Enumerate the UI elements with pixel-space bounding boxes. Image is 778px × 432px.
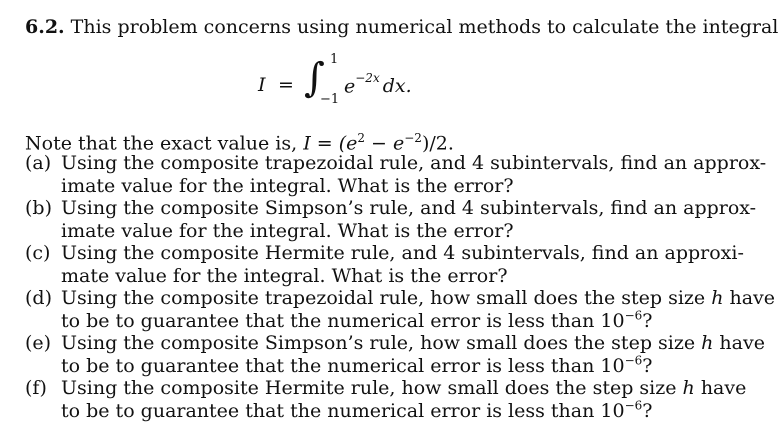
part-text (61, 242, 744, 287)
integrand-exponent: −2x (355, 71, 380, 85)
part-line-2: mate value for the integral. What is the error? (61, 264, 508, 287)
part-line-2 (61, 355, 765, 378)
note-prefix: Note that the exact value is, (25, 132, 304, 155)
part-text-segment: Using the composite Simpson’s rule, how small does the step size (61, 332, 702, 354)
integral-lower-limit: −1 (320, 92, 340, 107)
problem-parts (25, 152, 776, 422)
equation-lhs: I (258, 74, 266, 96)
step-size-symbol: h (711, 287, 724, 309)
note-formula-c: )/2. (421, 132, 454, 155)
problem-intro: This problem concerns using numerical methods to calculate the integral (70, 16, 778, 38)
part-label: (d) (25, 287, 52, 309)
part-a (25, 152, 767, 197)
part-line-1 (61, 332, 765, 355)
part-line-1: Using the composite trapezoidal rule, and 4 subintervals, find an approx- (61, 152, 767, 174)
part-label: (a) (25, 152, 52, 174)
integral-upper-limit: 1 (330, 52, 339, 67)
part-label: (e) (25, 332, 52, 354)
part-text-segment: to be to guarantee that the numerical error is less than 10 (61, 354, 625, 377)
part-e (25, 332, 765, 377)
integral-sign: ∫ (304, 55, 325, 101)
part-text-segment: Using the composite Hermite rule, how small does the step size (61, 377, 683, 399)
part-text (61, 152, 766, 197)
step-size-symbol: h (701, 332, 714, 354)
part-b (25, 197, 757, 242)
part-line-2: imate value for the integral. What is the error? (61, 174, 514, 197)
part-text-segment: ? (642, 399, 653, 422)
integrand (344, 71, 412, 98)
exact-value-note (25, 126, 454, 155)
part-line-1: Using the composite Simpson’s rule, and 4 subintervals, find an approx- (61, 197, 757, 219)
note-sup-2: −2 (404, 131, 422, 145)
tolerance-exponent: −6 (624, 353, 643, 368)
part-text (61, 197, 756, 242)
part-text-segment: to be to guarantee that the numerical error is less than 10 (61, 399, 625, 422)
note-formula-b: − e (365, 132, 405, 155)
tolerance-exponent: −6 (624, 308, 643, 323)
part-line-1: Using the composite Hermite rule, and 4 subintervals, find an approxi- (61, 242, 744, 264)
integral-equation (258, 52, 478, 112)
part-d (25, 287, 776, 332)
part-text-segment: have (694, 377, 747, 399)
note-sup-1: 2 (357, 131, 365, 145)
part-text-segment: ? (642, 309, 653, 332)
problem-heading (25, 14, 778, 40)
part-text-segment: ? (642, 354, 653, 377)
part-f (25, 377, 747, 422)
part-text (61, 332, 765, 377)
equation-equals: = (278, 74, 294, 96)
part-text (61, 377, 746, 422)
part-text-segment: have (713, 332, 765, 354)
part-text-segment: to be to guarantee that the numerical error is less than 10 (61, 309, 625, 332)
part-c (25, 242, 744, 287)
tolerance-exponent: −6 (624, 398, 643, 413)
step-size-symbol: h (682, 377, 695, 399)
note-formula-a: I = (e (303, 132, 358, 155)
integrand-base: e (344, 75, 356, 98)
problem-number: 6.2. (25, 16, 65, 38)
part-line-2 (61, 310, 775, 333)
part-line-2 (61, 400, 746, 423)
part-label: (b) (25, 197, 52, 219)
part-text-segment: Using the composite trapezoidal rule, how small does the step size (61, 287, 712, 309)
part-line-1 (61, 377, 746, 400)
part-label: (c) (25, 242, 51, 264)
part-label: (f) (25, 377, 47, 399)
part-line-1 (61, 287, 775, 310)
part-text-segment: have (723, 287, 776, 309)
part-line-2: imate value for the integral. What is the error? (61, 219, 514, 242)
integrand-differential: dx. (382, 75, 412, 98)
part-text (61, 287, 775, 332)
